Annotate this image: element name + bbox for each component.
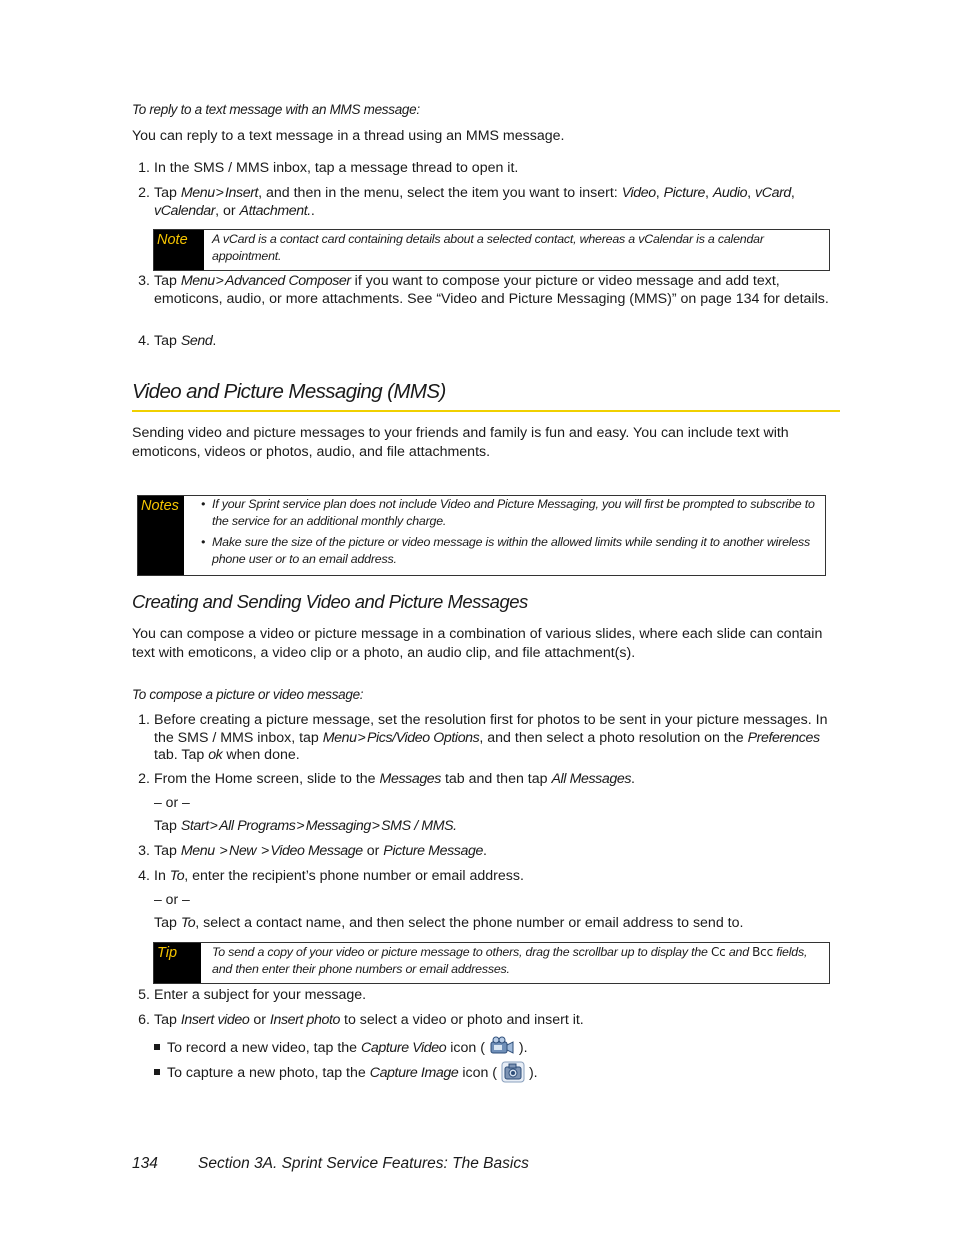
list-item: • If your Sprint service plan does not include Video and Picture Messaging, you will first be prompted to subscribe to the service for an additional monthly charge. (201, 497, 815, 528)
note-label: Note (154, 230, 204, 270)
tip-text: To send a copy of your video or picture message to others, drag the scrollbar up to display the Cc and Bcc fields, and then enter their phone numbers or email addresses. (212, 945, 808, 976)
section-title: Video and Picture Messaging (MMS) (132, 380, 446, 403)
bullet-square (154, 1069, 160, 1075)
bullet-item: To record a new video, tap the Capture Video icon ( ). (154, 1036, 528, 1062)
bullet-item: To capture a new photo, tap the Capture Image icon ( ). (154, 1061, 538, 1087)
paragraph: Sending video and picture messages to your friends and family is fun and easy. You can include text with emoticons, videos or photos, audio, and file attachments. (132, 425, 789, 460)
list-item: • Make sure the size of the picture or video message is within the allowed limits while sending it to another wireless phone user or to an email address. (201, 535, 811, 566)
alt-path: Tap Start>All Programs>Messaging>SMS / MMS. (154, 818, 457, 834)
page-number: 134 (132, 1155, 158, 1172)
paragraph: You can reply to a text message in a thread using an MMS message. (132, 128, 565, 144)
notes-box (137, 495, 826, 576)
notes-label: Notes (138, 496, 184, 575)
procedure-title: To compose a picture or video message: (132, 687, 364, 702)
tip-box (153, 942, 830, 984)
note-box (153, 229, 830, 271)
section-rule (132, 410, 840, 412)
tip-label: Tip (154, 943, 201, 983)
or-separator: – or – (154, 794, 190, 810)
or-separator: – or – (154, 891, 190, 907)
alt-path: Tap To, select a contact name, and then select the phone number or email address to send to. (154, 915, 744, 931)
photo-camera-icon (501, 1061, 525, 1087)
paragraph: You can compose a video or picture message in a combination of various slides, where each slide can contain text with emoticons, a video clip or a photo, an audio clip, and file attachment(s). (132, 626, 823, 661)
footer-section: Section 3A. Sprint Service Features: The Basics (198, 1155, 529, 1172)
bullet-square (154, 1044, 160, 1050)
note-text: A vCard is a contact card containing details about a selected contact, whereas a vCalendar is a calendar appointment. (212, 232, 764, 263)
video-camera-icon (489, 1036, 515, 1062)
subsection-title: Creating and Sending Video and Picture Messages (132, 591, 528, 612)
procedure-title: To reply to a text message with an MMS message: (132, 102, 420, 117)
